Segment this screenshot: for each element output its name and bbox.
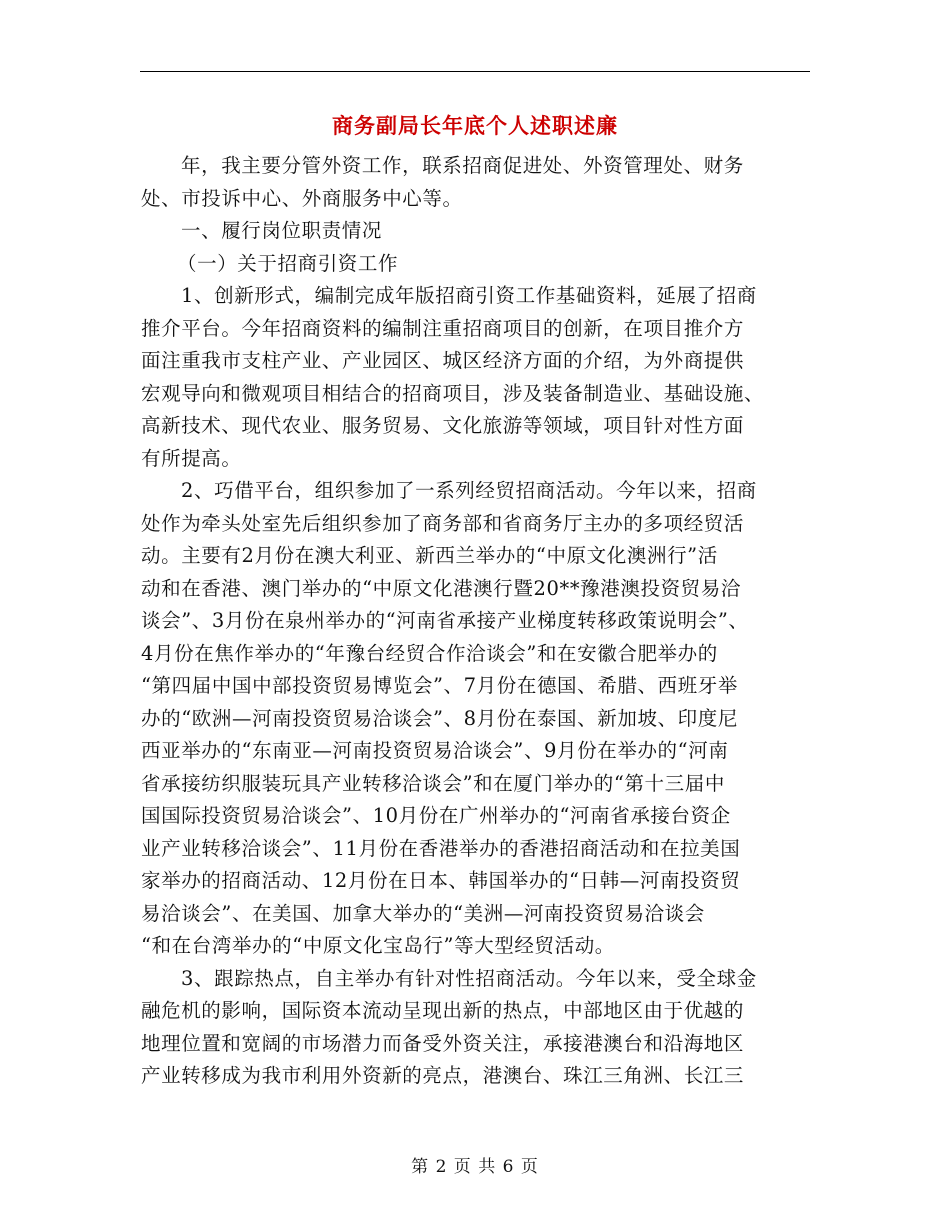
body-line: 家举办的招商活动、12月份在日本、韩国举办的“日韩—河南投资贸 bbox=[141, 869, 741, 892]
page-number-footer: 第 2 页 共 6 页 bbox=[411, 1157, 539, 1177]
document-body bbox=[141, 150, 821, 1093]
body-line: 推介平台。今年招商资料的编制注重招商项目的创新，在项目推介方 bbox=[141, 316, 745, 340]
subsection-heading: （一）关于招商引资工作 bbox=[177, 251, 399, 275]
body-line: 有所提高。 bbox=[141, 446, 242, 470]
section-heading: 一、履行岗位职责情况 bbox=[181, 219, 383, 242]
body-line: 融危机的影响，国际资本流动呈现出新的热点，中部地区由于优越的 bbox=[141, 999, 745, 1022]
body-line: 高新技术、现代农业、服务贸易、文化旅游等领域，项目针对性方面 bbox=[141, 414, 745, 437]
body-line: 处作为牵头处室先后组织参加了商务部和省商务厅主办的多项经贸活 bbox=[141, 511, 745, 535]
body-line: 处、市投诉中心、外商服务中心等。 bbox=[141, 186, 463, 210]
body-line: 1、创新形式，编制完成年版招商引资工作基础资料，延展了招商 bbox=[181, 284, 757, 307]
body-line: 业产业转移洽谈会”、11月份在香港举办的香港招商活动和在拉美国 bbox=[141, 836, 741, 860]
body-line: 地理位置和宽阔的市场潜力而备受外资关注，承接港澳台和沿海地区 bbox=[141, 1031, 745, 1055]
body-line: 办的“欧洲—河南投资贸易洽谈会”、8月份在泰国、新加坡、印度尼 bbox=[141, 706, 738, 730]
body-line: 面注重我市支柱产业、产业园区、城区经济方面的介绍，为外商提供 bbox=[141, 349, 745, 372]
body-line: 省承接纺织服装玩具产业转移洽谈会”和在厦门举办的“第十三届中 bbox=[141, 771, 725, 795]
body-line: 动和在香港、澳门举办的“中原文化港澳行暨20**豫港澳投资贸易洽 bbox=[141, 576, 741, 600]
body-line: 4月份在焦作举办的“年豫台经贸合作洽谈会”和在安徽合肥举办的 bbox=[141, 641, 718, 665]
body-line: 2、巧借平台，组织参加了一系列经贸招商活动。今年以来，招商 bbox=[181, 479, 757, 502]
body-line: 动。主要有2月份在澳大利亚、新西兰举办的“中原文化澳洲行”活 bbox=[141, 544, 718, 567]
body-line: 国国际投资贸易洽谈会”、10月份在广州举办的“河南省承接台资企 bbox=[141, 804, 731, 827]
body-line: 3、跟踪热点，自主举办有针对性招商活动。今年以来，受全球金 bbox=[181, 966, 757, 990]
body-line: 西亚举办的“东南亚—河南投资贸易洽谈会”、9月份在举办的“河南 bbox=[141, 739, 729, 762]
body-line: “和在台湾举办的“中原文化宝岛行”等大型经贸活动。 bbox=[141, 934, 615, 957]
body-line: 谈会”、3月份在泉州举办的“河南省承接产业梯度转移政策说明会”、 bbox=[141, 609, 749, 632]
body-line: “第四届中国中部投资贸易博览会”、7月份在德国、希腊、西班牙举 bbox=[141, 674, 738, 697]
body-line: 产业转移成为我市利用外资新的亮点，港澳台、珠江三角洲、长江三 bbox=[141, 1064, 745, 1087]
header-rule bbox=[140, 71, 810, 72]
body-line: 年，我主要分管外资工作，联系招商促进处、外资管理处、财务 bbox=[181, 154, 744, 177]
body-line: 易洽谈会”、在美国、加拿大举办的“美洲—河南投资贸易洽谈会 bbox=[141, 901, 705, 925]
body-line: 宏观导向和微观项目相结合的招商项目，涉及装备制造业、基础设施、 bbox=[141, 381, 765, 405]
document-title: 商务副局长年底个人述职述廉 bbox=[332, 113, 618, 138]
